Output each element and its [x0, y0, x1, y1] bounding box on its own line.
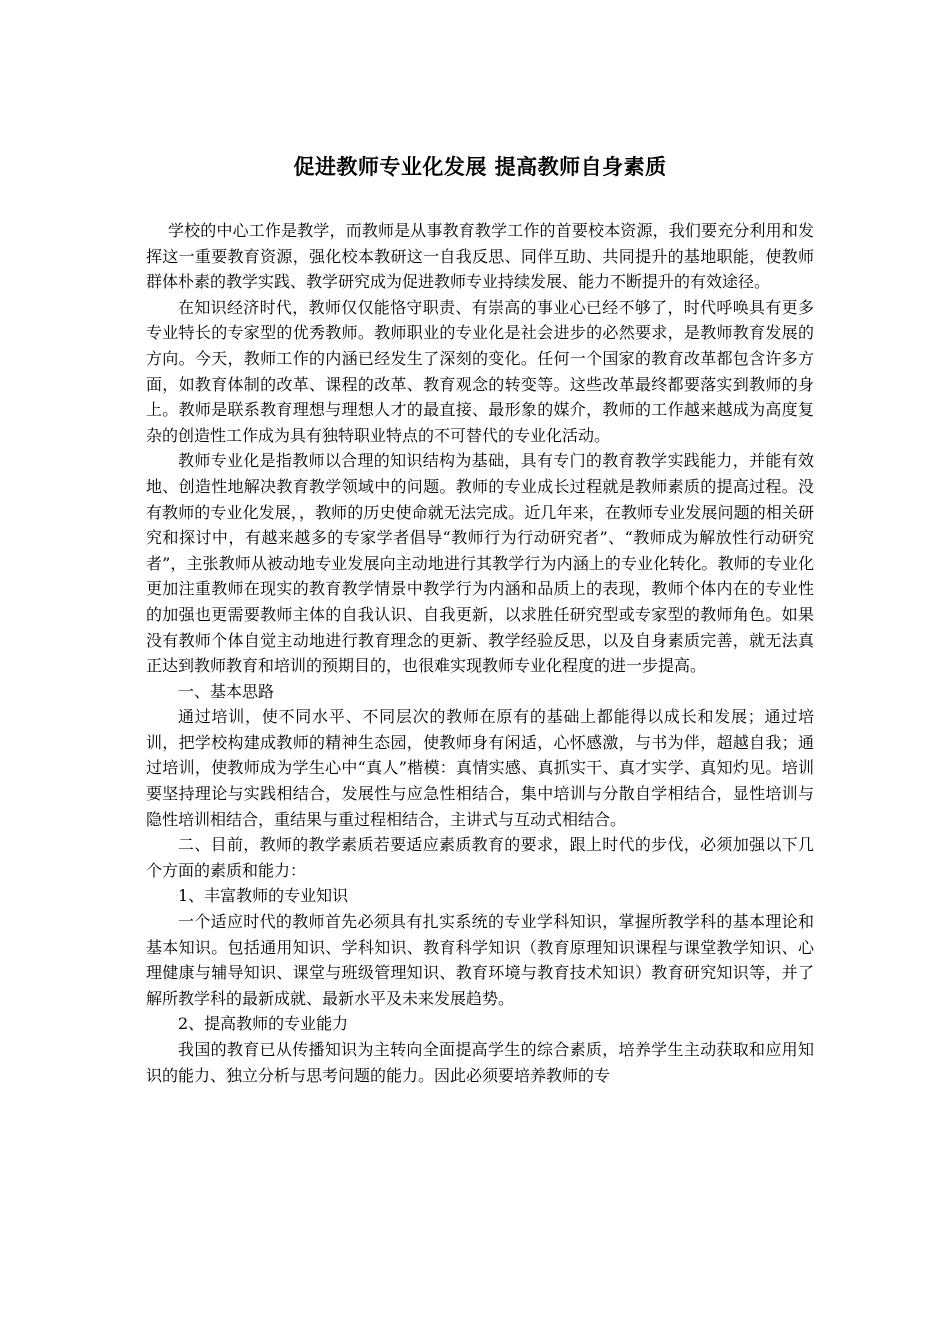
subheading-professional-knowledge: 1、丰富教师的专业知识	[178, 886, 349, 906]
document-body	[146, 218, 814, 1088]
knowledge-economy-paragraph: 在知识经济时代，教师仅仅能恪守职责、有崇高的事业心已经不够了，时代呼唤具有更多专业特长的专家型的优秀教师。教师职业的专业化是社会进步的必然要求，是教师教育发展的方向。今天，教师工作的内涵已经发生了深刻的变化。任何一个国家的教育改革都包含许多方面，如教育体制的改革、课程的改革、教育观念的转变等。这些改革最终都要落实到教师的身上。教师是联系教育理想与理想人才的最直接、最形象的媒介，教师的工作越来越成为高度复杂的创造性工作成为具有独特职业特点的不可替代的专业化活动。	[146, 297, 814, 445]
subheading-professional-ability: 2、提高教师的专业能力	[178, 1014, 349, 1034]
section-two-paragraph: 二、目前，教师的教学素质若要适应素质教育的要求，跟上时代的步伐，必须加强以下几个方面的素质和能力：	[146, 835, 814, 880]
professionalization-paragraph: 教师专业化是指教师以合理的知识结构为基础，具有专门的教育教学实践能力，并能有效地、创造性地解决教育教学领域中的问题。教师的专业成长过程就是教师素质的提高过程。没有教师的专业化发展，，教师的历史使命就无法完成。近几年来，在教师专业发展问题的相关研究和探讨中，有越来越多的专家学者倡导“教师行为行动研究者”、“教师成为解放性行动研究者”，主张教师从被动地专业发展向主动地进行其教学行为内涵上的专业化转化。教师的专业化更加注重教师在现实的教育教学情景中教学行为内涵和品质上的表现，教师个体内在的专业性的加强也更需要教师主体的自我认识、自我更新，以求胜任研究型或专家型的教师角色。如果没有教师个体自觉主动地进行教育理念的更新、教学经验反思，以及自身素质完善，就无法真正达到教师教育和培训的预期目的，也很难实现教师专业化程度的进一步提高。	[146, 451, 814, 676]
section-heading-basic-ideas: 一、基本思路	[178, 681, 275, 701]
document-page	[146, 152, 814, 1088]
intro-paragraph: 学校的中心工作是教学，而教师是从事教育教学工作的首要校本资源，我们要充分利用和发挥这一重要教育资源，强化校本教研这一自我反思、同伴互助、共同提升的基地职能，使教师群体朴素的教学实践、教学研究成为促进教师专业持续发展、能力不断提升的有效途径。	[146, 221, 814, 292]
training-paragraph: 通过培训，使不同水平、不同层次的教师在原有的基础上都能得以成长和发展；通过培训，把学校构建成教师的精神生态园，使教师身有闲适，心怀感激，与书为伴，超越自我；通过培训，使教师成为学生心中“真人”楷模：真情实感、真抓实干、真才实学、真知灼见。培训要坚持理论与实践相结合，发展性与应急性相结合，集中培训与分散自学相结合，显性培训与隐性培训相结合，重结果与重过程相结合，主讲式与互动式相结合。	[146, 707, 814, 829]
document-title: 促进教师专业化发展 提高教师自身素质	[293, 155, 667, 179]
ability-paragraph: 我国的教育已从传播知识为主转向全面提高学生的综合素质，培养学生主动获取和应用知识的能力、独立分析与思考问题的能力。因此必须要培养教师的专	[146, 1040, 814, 1085]
knowledge-paragraph: 一个适应时代的教师首先必须具有扎实系统的专业学科知识，掌握所教学科的基本理论和基本知识。包括通用知识、学科知识、教育科学知识（教育原理知识课程与课堂教学知识、心理健康与辅导知识、课堂与班级管理知识、教育环境与教育技术知识）教育研究知识等，并了解所教学科的最新成就、最新水平及未来发展趋势。	[146, 912, 814, 1008]
